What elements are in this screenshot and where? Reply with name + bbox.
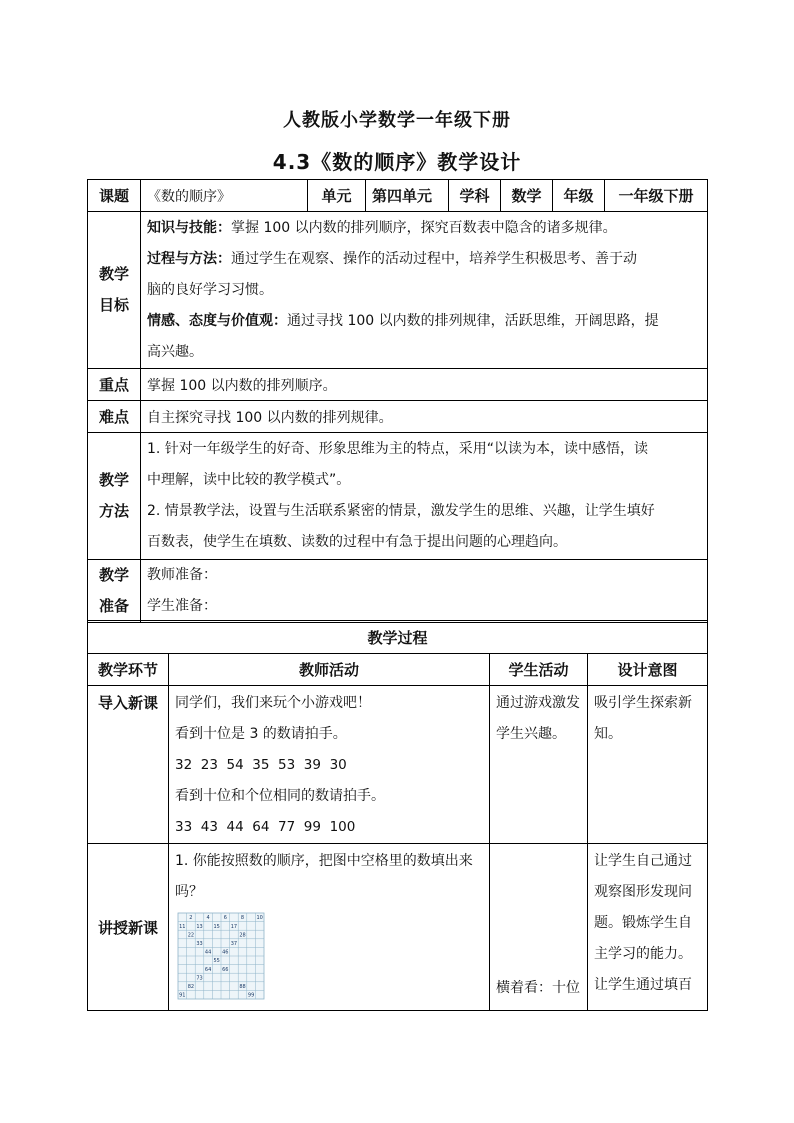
hundred-chart-number: 46 (222, 949, 229, 956)
hundred-chart-number: 66 (222, 966, 229, 973)
col-teacher-header: 教师活动 (169, 654, 490, 686)
objectives-label (88, 212, 141, 369)
teacher-prep: 教师准备： (147, 567, 217, 583)
methods-line-3: 2. 情景教学法，设置与生活联系紧密的情景，激发学生的思维、兴趣，让学生填好 (147, 503, 655, 519)
prep-label-line1: 教学 (98, 566, 129, 584)
methods-line-2: 中理解，读中比较的教学模式”。 (147, 472, 351, 488)
hundred-chart-number: 88 (239, 983, 246, 990)
emotion-text-2: 高兴趣。 (147, 343, 203, 360)
knowledge-heading: 知识与技能： (147, 219, 231, 236)
new-lesson-teacher-line-1: 1. 你能按照数的顺序，把图中空格里的数填出来 (175, 853, 473, 869)
hundred-chart-number: 28 (239, 932, 246, 939)
process-heading: 过程与方法： (147, 250, 231, 267)
topic-label: 课题 (88, 180, 141, 212)
objectives-label-line1: 教学 (98, 265, 129, 283)
hundred-chart-number: 91 (179, 992, 186, 999)
hundred-chart-number: 8 (240, 915, 245, 922)
stage-intro (88, 686, 169, 844)
process-header: 教学过程 (88, 621, 708, 654)
intro-student-activity (490, 686, 588, 844)
new-lesson-intent-line-2: 观察图形发现问 (594, 884, 692, 900)
grade-value: 一年级下册 (605, 180, 708, 212)
intro-intent-line-1: 吸引学生探索新 (594, 695, 692, 711)
stage-new-lesson: 讲授新课 (88, 844, 169, 1011)
intro-teacher-line-4: 看到十位和个位相同的数请拍手。 (175, 788, 385, 804)
new-lesson-student-activity (490, 844, 588, 1011)
subject-value: 数学 (501, 180, 553, 212)
new-lesson-intent-line-3: 题。锻炼学生自 (594, 915, 692, 931)
unit-value: 第四单元 (366, 180, 449, 212)
methods-line-4: 百数表，使学生在填数、读数的过程中有急于提出问题的心理趋向。 (147, 534, 567, 550)
difficulty-text: 自主探究寻找 100 以内数的排列规律。 (141, 401, 708, 433)
student-prep: 学生准备： (147, 598, 217, 614)
difficulty-label: 难点 (88, 401, 141, 433)
methods-label-line2: 方法 (98, 502, 129, 520)
process-text-2: 脑的良好学习习惯。 (147, 281, 273, 298)
new-lesson-design-intent (588, 844, 708, 1011)
lesson-info-table (87, 179, 708, 623)
stage-intro-label: 导入新课 (97, 694, 158, 712)
hundred-chart-number: 15 (213, 923, 220, 930)
prep-content (141, 560, 708, 623)
hundred-chart-number: 13 (196, 923, 203, 930)
methods-label-line1: 教学 (98, 471, 129, 489)
hundred-chart-number: 37 (230, 940, 238, 947)
intro-student-line-1: 通过游戏激发 (496, 695, 580, 711)
hundred-chart-number: 2 (189, 915, 193, 922)
new-lesson-teacher-activity (169, 844, 490, 1011)
objectives-content (141, 212, 708, 369)
hundred-chart-number: 99 (247, 992, 255, 999)
unit-label: 单元 (308, 180, 366, 212)
hundred-chart-number: 64 (204, 966, 212, 973)
hundred-chart-number: 55 (213, 958, 220, 965)
hundred-chart-number: 17 (230, 923, 238, 930)
new-lesson-intent-line-4: 主学习的能力。 (594, 946, 692, 962)
key-point-label: 重点 (88, 369, 141, 401)
topic-value: 《数的顺序》 (141, 180, 308, 212)
hundred-chart-number: 44 (204, 949, 212, 956)
subject-label: 学科 (449, 180, 501, 212)
new-lesson-intent-line-5: 让学生通过填百 (594, 977, 692, 993)
prep-label (88, 560, 141, 623)
intro-design-intent (588, 686, 708, 844)
new-lesson-student-line-1: 横着看：十位 (496, 980, 580, 996)
teaching-process-table (87, 620, 708, 1011)
intro-teacher-activity (169, 686, 490, 844)
col-stage-header: 教学环节 (88, 654, 169, 686)
key-point-text: 掌握 100 以内数的排列顺序。 (141, 369, 708, 401)
methods-content (141, 433, 708, 560)
hundred-chart-number: 82 (187, 983, 195, 990)
intro-teacher-numbers-2: 33 43 44 64 77 99 100 (175, 819, 356, 835)
intro-student-line-2: 学生兴趣。 (496, 726, 566, 742)
hundred-chart-number: 11 (179, 923, 186, 930)
intro-intent-line-2: 知。 (594, 726, 622, 742)
intro-teacher-numbers-1: 32 23 54 35 53 39 30 (175, 757, 347, 773)
objectives-label-line2: 目标 (98, 296, 129, 314)
methods-label (88, 433, 141, 560)
prep-label-line2: 准备 (98, 597, 129, 615)
intro-teacher-line-2: 看到十位是 3 的数请拍手。 (175, 726, 347, 742)
hundred-chart-number: 33 (196, 940, 203, 947)
grade-label: 年级 (553, 180, 605, 212)
intro-teacher-line-1: 同学们，我们来玩个小游戏吧！ (175, 695, 371, 711)
hundred-chart-number: 4 (206, 915, 210, 922)
emotion-text-1: 通过寻找 100 以内数的排列规律，活跃思维，开阔思路，提 (287, 312, 659, 329)
new-lesson-teacher-line-2: 吗？ (175, 884, 203, 900)
col-intent-header: 设计意图 (588, 654, 708, 686)
hundred-chart-number: 22 (187, 932, 195, 939)
knowledge-text: 掌握 100 以内数的排列顺序，探究百数表中隐含的诸多规律。 (231, 219, 617, 236)
emotion-heading: 情感、态度与价值观： (147, 312, 287, 329)
col-student-header: 学生活动 (490, 654, 588, 686)
methods-line-1: 1. 针对一年级学生的好奇、形象思维为主的特点，采用“以读为本，读中感悟，读 (147, 441, 649, 457)
hundred-chart-number: 73 (196, 975, 203, 982)
new-lesson-intent-line-1: 让学生自己通过 (594, 853, 692, 869)
hundred-chart-image (177, 912, 269, 1000)
hundred-chart-number: 6 (223, 915, 227, 922)
process-text-1: 通过学生在观察、操作的活动过程中，培养学生积极思考、善于动 (231, 250, 637, 267)
hundred-chart-number: 10 (256, 915, 263, 922)
document-subtitle: 4.3《数的顺序》教学设计 (272, 150, 522, 174)
document-title: 人教版小学数学一年级下册 (283, 110, 511, 131)
